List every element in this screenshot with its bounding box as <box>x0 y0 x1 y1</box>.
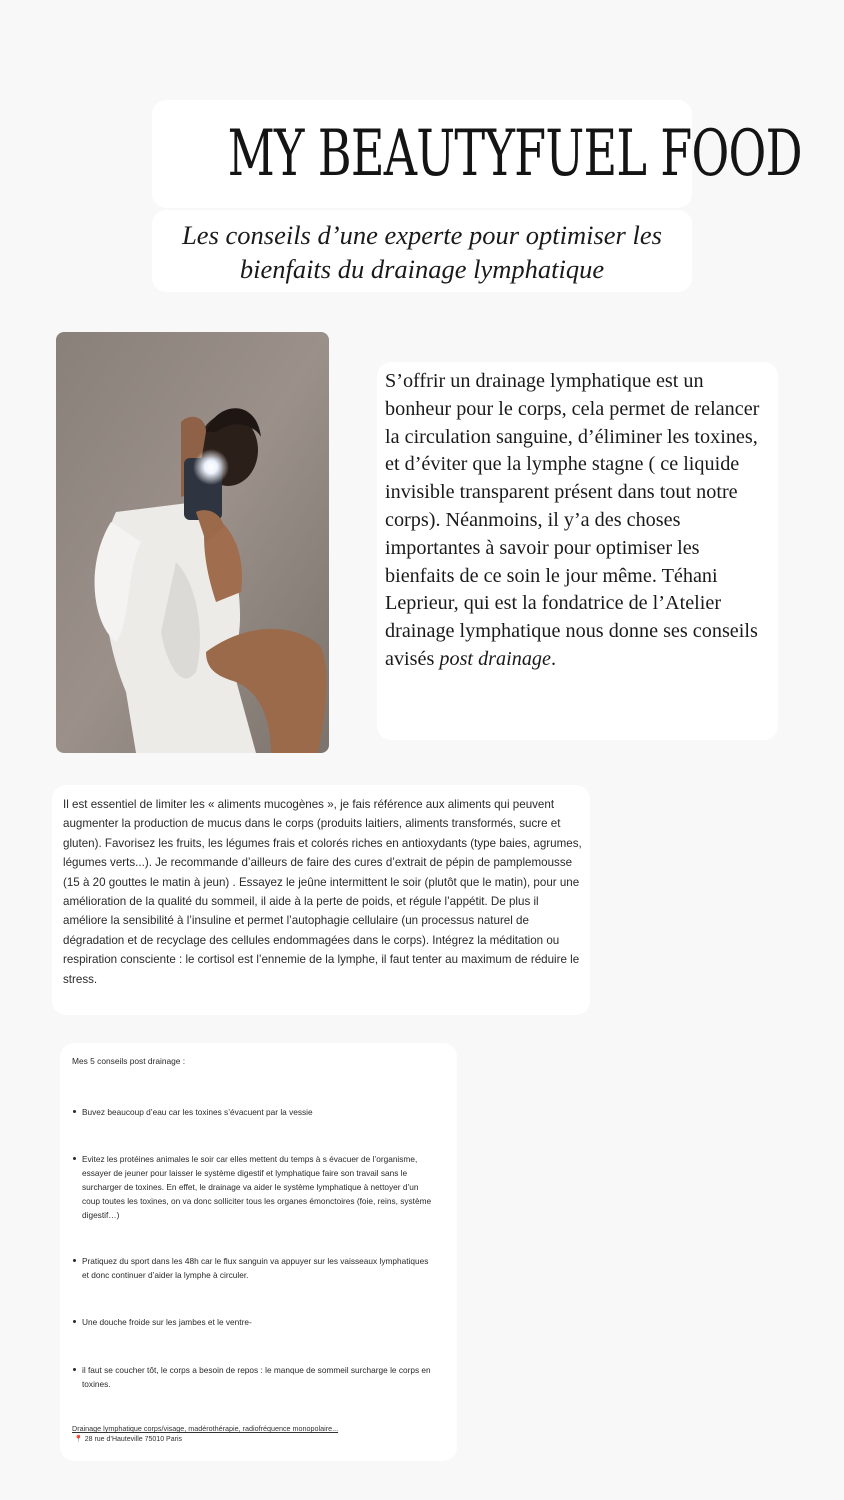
tip-item-5: il faut se coucher tôt, le corps a besoin de repos : le manque de sommeil surcharge le corps en toxines. <box>82 1365 431 1389</box>
intro-emphasis: post drainage <box>439 647 551 670</box>
page-subtitle <box>152 218 692 286</box>
tip-item-1: Buvez beaucoup d’eau car les toxines s’évacuent par la vessie <box>82 1105 432 1119</box>
tip-item-3: Pratiquez du sport dans les 48h car le flux sanguin va appuyer sur les vaisseaux lymphatiques et donc continuer d’aider la lymphe à circuler. <box>82 1254 432 1282</box>
location-pin-icon: 📍 <box>74 1436 83 1443</box>
page-title: MY BEAUTYFUEL FOOD <box>227 117 802 191</box>
subtitle-card <box>152 210 692 292</box>
title-card <box>152 100 802 208</box>
intro-text: S’offrir un drainage lymphatique est un bonheur pour le corps, cela permet de relancer la circulation sanguine, d’éliminer les toxines, et d’éviter que la lymphe stagne ( ce liquide invisible transparent présent dans tout notre corps). Néanmoins, il y’a des choses importantes à savoir pour optimiser les bienfaits de ce soin le jour même. Téhani Leprieur, qui est la fondatrice de l’Atelier drainage lymphatique nous donne ses conseils avisés <box>385 370 760 670</box>
advice-paragraph: Il est essentiel de limiter les « aliments mucogènes », je fais référence aux aliments qui peuvent augmenter la production de mucus dans le corps (produits laitiers, aliments transformés, sucre et gluten). Favorisez les fruits, les légumes frais et colorés riches en antioxydants (type baies, agrumes, légumes verts...). Je recommande d’ailleurs de faire des cures d’extrait de pépin de pamplemousse (15 à 20 gouttes le matin à jeun) . Essayez le jeûne intermittent le soir (plutôt que le matin), pour une amélioration de la qualité du sommeil, il aide à la perte de poids, et régule l’appétit. De plus il améliore la sensibilité à l’insuline et permet l’autophagie cellulaire (un processus naturel de dégradation et de recyclage des cellules endommagées dans le corps). Intégrez la méditation ou respiration consciente : le cortisol est l’ennemie de la lymphe, il faut tenter au maximum de réduire le stress. <box>63 798 582 986</box>
salon-link[interactable]: Drainage lymphatique corps/visage, madérothérapie, radiofréquence monopolaire... <box>72 1424 339 1433</box>
salon-address-text: 28 rue d’Hauteville 75010 Paris <box>84 1436 183 1443</box>
advice-card <box>52 785 590 1015</box>
tip-item-2: Evitez les protéines animales le soir car elles mettent du temps à s évacuer de l’organisme, essayer de jeuner pour laisser le système digestif et lymphatique faire son travail sans le surcharger de toxines. En effet, le drainage va aider le système lymphatique à nettoyer d’un coup toutes les toxines, on va donc solliciter tous les organes émonctoires (foie, reins, système digestif…) <box>82 1154 432 1220</box>
tips-card <box>60 1043 457 1461</box>
model-photo <box>56 332 329 753</box>
subtitle-line-2: bienfaits du drainage lymphatique <box>239 254 605 284</box>
salon-address <box>74 1435 182 1443</box>
intro-card <box>377 362 778 740</box>
tip-item-4: Une douche froide sur les jambes et le ventre- <box>82 1315 432 1329</box>
tips-title: Mes 5 conseils post drainage : <box>72 1056 186 1066</box>
subtitle-line-1: Les conseils d’une experte pour optimiser les <box>182 220 662 250</box>
intro-end: . <box>550 647 557 670</box>
intro-paragraph <box>385 368 770 674</box>
